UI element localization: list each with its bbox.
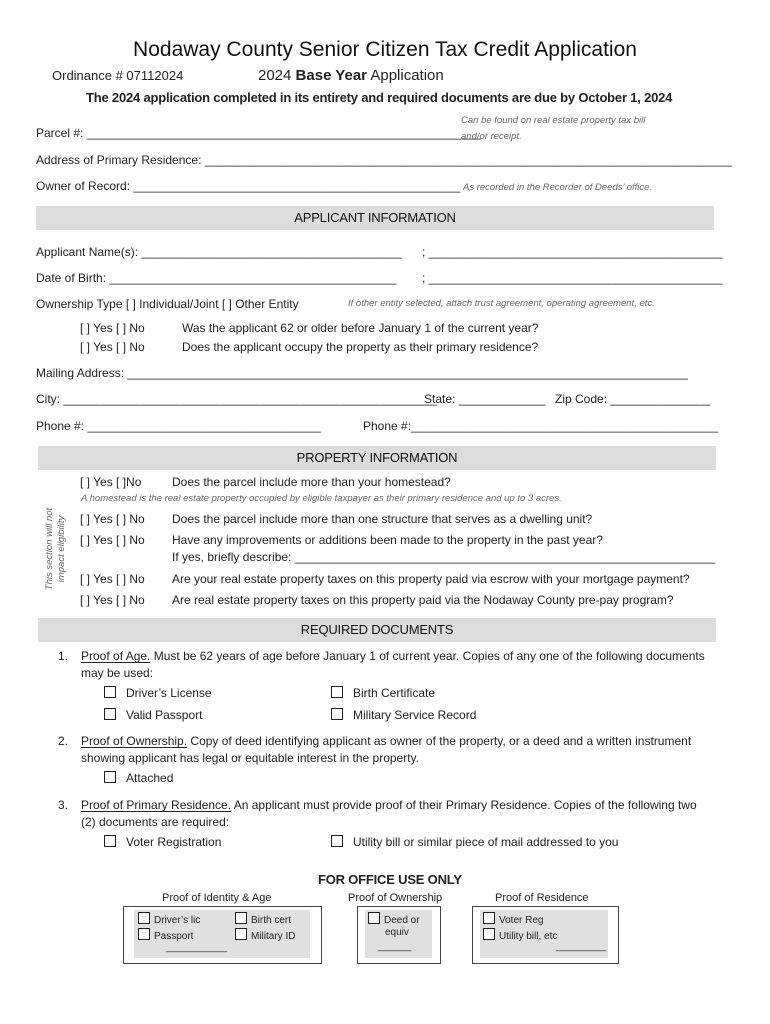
year-suffix: Application [370, 67, 444, 84]
escrow-question: Are your real estate property taxes on this property paid via escrow with your mortgage payment? [172, 572, 690, 586]
year-bold: Base Year [295, 67, 368, 84]
deed-office-label-2: equiv [385, 927, 409, 938]
item-3-text-2: (2) documents are required: [81, 815, 230, 829]
utility-bill-office-checkbox[interactable] [483, 928, 495, 940]
identity-initial-line[interactable]: ___________ [166, 942, 228, 953]
mailing-address-field[interactable]: Mailing Address: ____________________________________________________________________________________ [36, 366, 688, 380]
voter-registration-label: Voter Registration [126, 835, 222, 849]
office-use-title: FOR OFFICE USE ONLY [318, 872, 462, 887]
voter-registration-checkbox[interactable] [104, 835, 116, 847]
birth-certificate-checkbox[interactable] [331, 686, 343, 698]
improvements-describe-field[interactable]: If yes, briefly describe: _______________________________________________________________ [172, 550, 716, 564]
phone-field-1[interactable]: Phone #: ___________________________________ [36, 419, 321, 433]
voter-reg-office-label: Voter Reg [499, 915, 544, 926]
property-section-title: PROPERTY INFORMATION [296, 450, 458, 465]
military-id-office-checkbox[interactable] [235, 928, 247, 940]
homestead-choice[interactable]: [ ] Yes [ ]No [80, 475, 142, 489]
phone-field-2[interactable]: Phone #:______________________________________________ [363, 419, 719, 433]
applicant-section-header [36, 206, 714, 230]
office-col3-title: Proof of Residence [495, 892, 589, 904]
applicant-name-field[interactable]: Applicant Name(s): _______________________________________ [36, 245, 402, 259]
dob-field-2[interactable]: ; ____________________________________________ [422, 271, 723, 285]
office-residence-box [472, 906, 619, 964]
passport-office-label: Passport [154, 931, 194, 942]
office-col1-title: Proof of Identity & Age [162, 892, 272, 904]
base-year-label [258, 67, 444, 84]
voter-reg-office-checkbox[interactable] [483, 912, 495, 924]
ownership-note: If other entity selected, attach trust agreement, operating agreement, etc. [348, 298, 655, 309]
item-1-text [81, 649, 705, 663]
office-ownership-box [357, 906, 441, 964]
proof-of-age-heading: Proof of Age. [81, 649, 151, 663]
voter-registration-option[interactable] [104, 835, 221, 849]
drivers-license-checkbox[interactable] [104, 686, 116, 698]
property-section-header [38, 446, 716, 470]
owner-field[interactable]: Owner of Record: _________________________________________________ [36, 179, 461, 193]
proof-of-age-desc: Must be 62 years of age before January 1 of current year. Copies of any one of the following documents [153, 649, 705, 663]
ownership-type[interactable]: Ownership Type [ ] Individual/Joint [ ] Other Entity [36, 297, 299, 311]
office-col2-title: Proof of Ownership [348, 892, 443, 904]
item-1-text-2: may be used: [81, 666, 154, 680]
age-choice[interactable]: [ ] Yes [ ] No [80, 321, 145, 335]
military-id-office-label: Military ID [251, 931, 296, 942]
documents-section-header [38, 618, 716, 642]
ownership-initial-line[interactable]: ______ [378, 941, 412, 952]
item-3-text [81, 798, 697, 812]
proof-of-residence-desc: An applicant must provide proof of their Primary Residence. Copies of the following two [233, 798, 697, 812]
parcel-note-2: and/or receipt. [461, 131, 522, 142]
parcel-field[interactable]: Parcel #: ___________________________________________________________ [36, 126, 481, 140]
birth-certificate-option[interactable] [331, 686, 435, 700]
birth-certificate-label: Birth Certificate [353, 686, 436, 700]
passport-option[interactable] [104, 708, 202, 722]
age-question: Was the applicant 62 or older before January 1 of the current year? [182, 321, 539, 335]
year-prefix: 2024 [258, 67, 292, 84]
homestead-question: Does the parcel include more than your homestead? [172, 475, 451, 489]
due-notice: The 2024 application completed in its entirety and required documents are due by October 1, 2024 [86, 90, 673, 105]
side-note [44, 489, 68, 609]
escrow-choice[interactable]: [ ] Yes [ ] No [80, 572, 145, 586]
military-record-checkbox[interactable] [331, 708, 343, 720]
side-note-line-2: impact eligibility [56, 515, 67, 583]
prepay-question: Are real estate property taxes on this property paid via the Nodaway County pre-pay program? [172, 593, 674, 607]
owner-note: As recorded in the Recorder of Deeds’ office. [463, 182, 653, 193]
residence-initial-line[interactable]: _________ [556, 941, 607, 952]
utility-bill-option[interactable] [331, 835, 618, 849]
item-1-number: 1. [58, 649, 69, 663]
city-field[interactable]: City: ________________________________________________________ [36, 392, 438, 406]
utility-bill-checkbox[interactable] [331, 835, 343, 847]
attached-option[interactable] [104, 771, 173, 785]
zip-field[interactable]: Zip Code: _______________ [555, 392, 711, 406]
proof-of-ownership-heading: Proof of Ownership. [81, 734, 188, 748]
attached-label: Attached [126, 771, 174, 785]
birth-cert-office-checkbox[interactable] [235, 912, 247, 924]
drivers-license-option[interactable] [104, 686, 212, 700]
prepay-choice[interactable]: [ ] Yes [ ] No [80, 593, 145, 607]
occupy-question: Does the applicant occupy the property as their primary residence? [182, 340, 539, 354]
passport-office-checkbox[interactable] [138, 928, 150, 940]
utility-bill-label: Utility bill or similar piece of mail addressed to you [353, 835, 619, 849]
structure-choice[interactable]: [ ] Yes [ ] No [80, 512, 145, 526]
improvements-question: Have any improvements or additions been made to the property in the past year? [172, 533, 603, 547]
military-record-option[interactable] [331, 708, 476, 722]
drivers-license-label: Driver’s License [126, 686, 212, 700]
item-2-text-2: showing applicant has legal or equitable interest in the property. [81, 751, 419, 765]
side-note-line-1: This section will not [44, 507, 55, 591]
office-identity-box [123, 906, 322, 964]
improvements-choice[interactable]: [ ] Yes [ ] No [80, 533, 145, 547]
applicant-name-field-2[interactable]: ; ____________________________________________ [422, 245, 723, 259]
drivers-lic-office-label: Driver’s lic [154, 915, 201, 926]
dob-field[interactable]: Date of Birth: ___________________________________________ [36, 271, 397, 285]
item-3-number: 3. [58, 798, 69, 812]
drivers-lic-office-checkbox[interactable] [138, 912, 150, 924]
deed-office-label: Deed or [384, 915, 420, 926]
utility-bill-office-label: Utility bill, etc [499, 931, 558, 942]
proof-of-residence-heading: Proof of Primary Residence. [81, 798, 232, 812]
item-2-text [81, 734, 691, 748]
homestead-note: A homestead is the real estate property occupied by eligible taxpayer as their primary residence and up to 3 acres. [81, 493, 562, 504]
military-record-label: Military Service Record [353, 708, 477, 722]
passport-checkbox[interactable] [104, 708, 116, 720]
state-field[interactable]: State: _____________ [424, 392, 546, 406]
ordinance-number: Ordinance # 07112024 [52, 68, 184, 83]
address-field[interactable]: Address of Primary Residence: _______________________________________________________________________________ [36, 153, 732, 167]
page-title: Nodaway County Senior Citizen Tax Credit Application [133, 38, 637, 61]
structure-question: Does the parcel include more than one structure that serves as a dwelling unit? [172, 512, 593, 526]
occupy-choice[interactable]: [ ] Yes [ ] No [80, 340, 145, 354]
deed-office-checkbox[interactable] [368, 912, 380, 924]
attached-checkbox[interactable] [104, 771, 116, 783]
proof-of-ownership-desc: Copy of deed identifying applicant as owner of the property, or a deed and a written instrument [190, 734, 692, 748]
item-2-number: 2. [58, 734, 69, 748]
documents-section-title: REQUIRED DOCUMENTS [300, 622, 454, 637]
passport-label: Valid Passport [126, 708, 203, 722]
parcel-note: Can be found on real estate property tax bill [461, 115, 646, 126]
applicant-section-title: APPLICANT INFORMATION [294, 210, 456, 225]
birth-cert-office-label: Birth cert [251, 915, 292, 926]
